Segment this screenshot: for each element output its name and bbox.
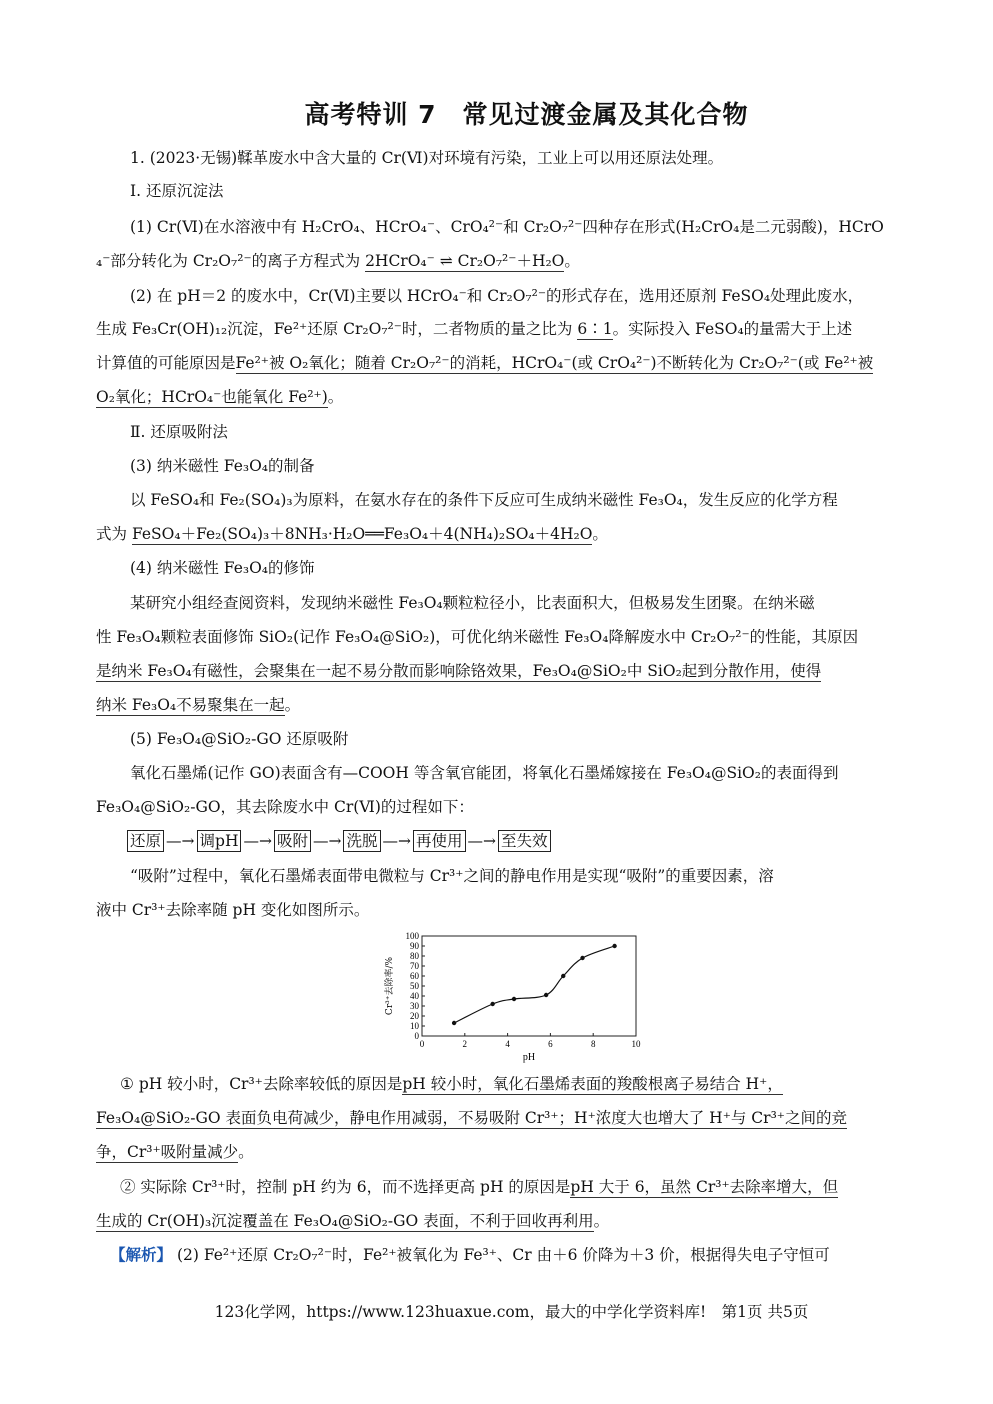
punctuation: 。 <box>564 252 580 270</box>
answer-low-ph-reason-part1: pH 较小时，氧化石墨烯表面的羧酸根离子易结合 H⁺， <box>402 1075 783 1093</box>
x-tick-label: 8 <box>590 1039 596 1049</box>
text-line <box>120 1073 901 1095</box>
answer-low-ph-reason-part2: Fe₃O₄@SiO₂-GO 表面负电荷减少，静电作用减弱，不易吸附 Cr³⁺；H⁺浓度大也增大了 H⁺与 Cr³⁺之间的竞 <box>96 1109 847 1127</box>
arrow-icon: —→ <box>243 832 272 850</box>
arrow-icon: —→ <box>467 832 497 850</box>
answer-ph-choice-part2: 生成的 Cr(OH)₃沉淀覆盖在 Fe₃O₄@SiO₂-GO 表面，不利于回收再利用 <box>96 1212 594 1230</box>
x-axis-label: pH <box>522 1052 536 1063</box>
question-intro: 1. (2023·无锡)鞣革废水中含大量的 Cr(Ⅵ)对环境有污染，工业上可以用还原法处理。 <box>130 149 724 167</box>
y-tick-label: 90 <box>410 941 419 951</box>
y-tick-label: 100 <box>405 931 419 941</box>
y-tick-label: 0 <box>414 1031 419 1041</box>
text-span: ₄⁻部分转化为 Cr₂O₇²⁻的离子方程式为 <box>96 252 361 270</box>
text-line: (1) Cr(Ⅵ)在水溶液中有 H₂CrO₄、HCrO₄⁻、CrO₄²⁻和 Cr₂O₇²⁻四种存在形式(H₂CrO₄是二元弱酸)，HCrO <box>130 218 884 236</box>
removal-rate-chart <box>378 928 648 1068</box>
subheading: (3) 纳米磁性 Fe₃O₄的制备 <box>130 457 315 475</box>
text-line <box>96 694 901 716</box>
x-tick-label: 4 <box>505 1039 510 1049</box>
arrow-icon: —→ <box>166 832 195 850</box>
data-point <box>612 944 616 948</box>
flow-step: 再使用 <box>413 830 466 852</box>
data-point <box>452 1021 456 1025</box>
flow-step: 调pH <box>197 830 242 852</box>
answer-low-ph-reason-part3: 争，Cr³⁺吸附量减少 <box>96 1143 239 1161</box>
process-flow <box>127 830 551 852</box>
text-span: 式为 <box>96 525 128 543</box>
punctuation: 。 <box>238 1143 254 1161</box>
arrow-icon: —→ <box>312 832 342 850</box>
y-tick-label: 20 <box>410 1011 419 1021</box>
text-span: 计算值的可能原因是 <box>96 354 236 372</box>
data-point <box>512 997 516 1001</box>
y-tick-label: 80 <box>410 951 419 961</box>
answer-reason-part2: O₂氧化；HCrO₄⁻也能氧化 Fe²⁺) <box>96 388 328 406</box>
text-line <box>96 352 901 374</box>
text-line <box>96 1141 901 1163</box>
text-line: 性 Fe₃O₄颗粒表面修饰 SiO₂(记作 Fe₃O₄@SiO₂)，可优化纳米磁性 Fe₃O₄降解废水中 Cr₂O₇²⁻的性能，其原因 <box>96 628 859 646</box>
text-line <box>96 250 901 272</box>
text-line <box>96 1107 901 1129</box>
text-line: (2) 在 pH＝2 的废水中，Cr(Ⅵ)主要以 HCrO₄⁻和 Cr₂O₇²⁻的形式存在，选用还原剂 FeSO₄处理此废水， <box>130 287 864 305</box>
analysis-line <box>110 1244 901 1266</box>
arrow-icon: —→ <box>382 832 411 850</box>
section-heading-1: Ⅰ. 还原沉淀法 <box>130 182 224 200</box>
punctuation: 。 <box>593 1212 610 1230</box>
y-tick-label: 30 <box>410 1001 419 1011</box>
text-line: 某研究小组经查阅资料，发现纳米磁性 Fe₃O₄颗粒粒径小，比表面积大，但极易发生团聚。在纳米磁 <box>130 594 815 612</box>
punctuation: 。 <box>327 388 344 406</box>
text-line <box>96 660 901 682</box>
page-title: 高考特训 7 常见过渡金属及其化合物 <box>304 100 749 129</box>
punctuation: 。 <box>592 525 608 543</box>
answer-ionic-equation: 2HCrO₄⁻ ⇌ Cr₂O₇²⁻＋H₂O <box>365 252 565 270</box>
y-tick-label: 60 <box>410 971 419 981</box>
text-line <box>96 386 901 408</box>
answer-reason-part2: 纳米 Fe₃O₄不易聚集在一起 <box>96 696 285 714</box>
y-axis-label: Cr³⁺去除率/% <box>385 956 395 1016</box>
x-tick-label: 0 <box>419 1039 425 1049</box>
analysis-label: 【解析】 <box>110 1245 173 1264</box>
text-span: 。实际投入 FeSO₄的量需大于上述 <box>612 320 853 338</box>
text-line <box>120 1176 901 1198</box>
text-span: ① pH 较小时，Cr³⁺去除率较低的原因是 <box>120 1075 403 1093</box>
answer-ratio: 6∶1 <box>577 320 613 338</box>
data-point <box>561 974 565 978</box>
flow-step: 还原 <box>127 830 164 852</box>
text-line <box>96 318 901 340</box>
page-footer: 123化学网，https://www.123huaxue.com，最大的中学化学资料库! 第1页 共5页 <box>214 1303 809 1321</box>
flow-step: 至失效 <box>498 830 551 852</box>
x-tick-label: 2 <box>462 1039 468 1049</box>
answer-reason-part1: 是纳米 Fe₃O₄有磁性，会聚集在一起不易分散而影响除铬效果，Fe₃O₄@SiO₂中 SiO₂起到分散作用，使得 <box>96 662 822 680</box>
answer-chemical-equation: FeSO₄＋Fe₂(SO₄)₃＋8NH₃·H₂O══Fe₃O₄＋4(NH₄)₂SO₄＋4H₂O <box>131 525 593 543</box>
section-heading-2: Ⅱ. 还原吸附法 <box>130 423 228 441</box>
text-span: (2) Fe²⁺还原 Cr₂O₇²⁻时，Fe²⁺被氧化为 Fe³⁺、Cr 由＋6 价降为＋3 价，根据得失电子守恒可 <box>176 1246 830 1264</box>
flow-step: 吸附 <box>274 830 311 852</box>
text-line <box>96 523 901 545</box>
data-point <box>544 993 548 997</box>
text-line: 以 FeSO₄和 Fe₂(SO₄)₃为原料，在氨水存在的条件下反应可生成纳米磁性 Fe₃O₄，发生反应的化学方程 <box>130 491 838 509</box>
text-line: 氧化石墨烯(记作 GO)表面含有—COOH 等含氧官能团，将氧化石墨烯嫁接在 Fe₃O₄@SiO₂的表面得到 <box>130 764 839 782</box>
subheading: (4) 纳米磁性 Fe₃O₄的修饰 <box>130 559 315 577</box>
text-span: ② 实际除 Cr³⁺时，控制 pH 约为 6，而不选择更高 pH 的原因是 <box>120 1178 571 1196</box>
text-line: “吸附”过程中，氧化石墨烯表面带电微粒与 Cr³⁺之间的静电作用是实现“吸附”的重要因素，溶 <box>130 867 774 885</box>
flow-step: 洗脱 <box>343 830 380 852</box>
text-line: Fe₃O₄@SiO₂-GO，其去除废水中 Cr(Ⅵ)的过程如下： <box>96 798 474 816</box>
answer-reason-part1: Fe²⁺被 O₂氧化；随着 Cr₂O₇²⁻的消耗，HCrO₄⁻(或 CrO₄²⁻)不断转化为 Cr₂O₇²⁻(或 Fe²⁺被 <box>235 354 874 372</box>
y-tick-label: 10 <box>410 1021 419 1031</box>
y-tick-label: 70 <box>410 961 419 971</box>
text-line: 液中 Cr³⁺去除率随 pH 变化如图所示。 <box>96 901 370 919</box>
y-tick-label: 50 <box>410 981 419 991</box>
answer-ph-choice-part1: pH 大于 6，虽然 Cr³⁺去除率增大，但 <box>570 1178 839 1196</box>
data-point <box>580 956 584 960</box>
series-line <box>454 946 614 1023</box>
punctuation: 。 <box>284 696 301 714</box>
subheading: (5) Fe₃O₄@SiO₂-GO 还原吸附 <box>130 730 349 748</box>
x-tick-label: 10 <box>631 1039 641 1049</box>
data-point <box>490 1002 494 1006</box>
y-tick-label: 40 <box>410 991 419 1001</box>
x-tick-label: 6 <box>548 1039 553 1049</box>
text-line <box>96 1210 901 1232</box>
text-span: 生成 Fe₃Cr(OH)₁₂沉淀，Fe²⁺还原 Cr₂O₇²⁻时，二者物质的量之比为 <box>96 320 573 338</box>
